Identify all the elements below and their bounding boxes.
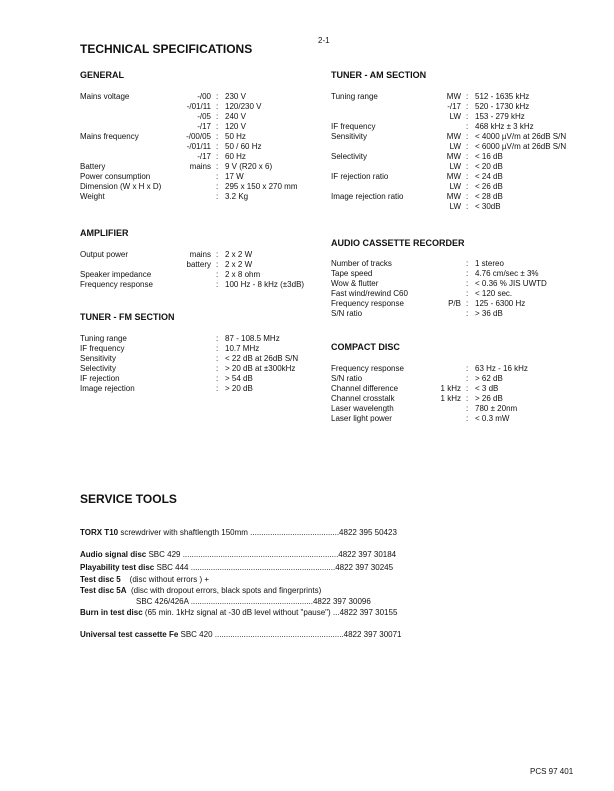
spec-value: 50 Hz bbox=[225, 132, 246, 141]
spec-colon: : bbox=[466, 309, 469, 318]
service-tool-item bbox=[80, 550, 396, 559]
spec-label: Laser wavelength bbox=[331, 404, 394, 413]
spec-value: > 54 dB bbox=[225, 374, 253, 383]
spec-colon: : bbox=[216, 364, 219, 373]
spec-code: P/B bbox=[448, 299, 461, 308]
spec-value: 512 - 1635 kHz bbox=[475, 92, 530, 101]
spec-label: Frequency response bbox=[331, 299, 404, 308]
spec-code: MW bbox=[446, 132, 461, 141]
spec-label: Output power bbox=[80, 250, 129, 259]
spec-value: < 6000 µV/m at 26dB S/N bbox=[475, 142, 567, 151]
spec-value: 520 - 1730 kHz bbox=[475, 102, 530, 111]
spec-code: LW bbox=[449, 142, 461, 151]
spec-colon: : bbox=[466, 404, 469, 413]
service-tool-name: Universal test cassette Fe bbox=[80, 630, 179, 639]
spec-value: 2 x 2 W bbox=[225, 250, 253, 259]
spec-colon: : bbox=[216, 142, 219, 151]
spec-label: S/N ratio bbox=[331, 309, 363, 318]
spec-label: Selectivity bbox=[80, 364, 117, 373]
spec-colon: : bbox=[216, 132, 219, 141]
spec-value: 3.2 Kg bbox=[225, 192, 249, 201]
spec-colon: : bbox=[216, 172, 219, 181]
spec-code: LW bbox=[449, 182, 461, 191]
spec-colon: : bbox=[466, 394, 469, 403]
spec-label: Power consumption bbox=[80, 172, 151, 181]
service-tool-name: Test disc 5A bbox=[80, 586, 127, 595]
spec-label: Channel crosstalk bbox=[331, 394, 395, 403]
spec-label: Tuning range bbox=[331, 92, 378, 101]
service-tool-detail: SBC 426/426A .......................................................4822 397 30096 bbox=[136, 597, 371, 606]
spec-value: < 20 dB bbox=[475, 162, 503, 171]
spec-colon: : bbox=[466, 122, 469, 131]
spec-colon: : bbox=[466, 259, 469, 268]
spec-code: MW bbox=[446, 92, 461, 101]
spec-colon: : bbox=[216, 280, 219, 289]
service-tool-item bbox=[136, 597, 371, 606]
spec-value: < 0.36 % JIS UWTD bbox=[475, 279, 547, 288]
section-heading-general: GENERAL bbox=[80, 70, 125, 80]
spec-value: 100 Hz - 8 kHz (±3dB) bbox=[225, 280, 305, 289]
spec-colon: : bbox=[466, 182, 469, 191]
service-tool-item bbox=[80, 563, 393, 572]
service-tool-detail: SBC 429 ......................................................................4822 397 30184 bbox=[146, 550, 397, 559]
service-tool-item bbox=[80, 575, 209, 584]
spec-code: mains bbox=[189, 162, 211, 171]
service-tool-detail: (65 min. 1kHz signal at -30 dB level without "pause") ...4822 397 30155 bbox=[142, 608, 398, 617]
spec-colon: : bbox=[216, 152, 219, 161]
spec-code: MW bbox=[446, 172, 461, 181]
spec-label: Mains voltage bbox=[80, 92, 130, 101]
spec-value: 240 V bbox=[225, 112, 246, 121]
spec-colon: : bbox=[216, 334, 219, 343]
spec-colon: : bbox=[466, 92, 469, 101]
spec-label: Laser light power bbox=[331, 414, 392, 423]
spec-value: > 20 dB at ±300kHz bbox=[225, 364, 296, 373]
spec-value: 1 stereo bbox=[475, 259, 504, 268]
document-code: PCS 97 401 bbox=[530, 767, 574, 776]
spec-code: MW bbox=[446, 152, 461, 161]
spec-label: IF rejection bbox=[80, 374, 120, 383]
spec-label: Dimension (W x H x D) bbox=[80, 182, 162, 191]
spec-label: Mains frequency bbox=[80, 132, 139, 141]
spec-colon: : bbox=[466, 384, 469, 393]
spec-value: < 30dB bbox=[475, 202, 501, 211]
spec-code: -/17 bbox=[197, 122, 211, 131]
spec-colon: : bbox=[216, 260, 219, 269]
service-tool-detail: (disc with dropout errors, black spots and fingerprints) bbox=[126, 586, 322, 595]
spec-value: 468 kHz ± 3 kHz bbox=[475, 122, 534, 131]
spec-label: Speaker impedance bbox=[80, 270, 152, 279]
service-tool-name: Playability test disc bbox=[80, 563, 155, 572]
spec-colon: : bbox=[466, 172, 469, 181]
spec-label: Image rejection ratio bbox=[331, 192, 404, 201]
spec-label: Sensitivity bbox=[80, 354, 117, 363]
spec-code: 1 kHz bbox=[440, 384, 461, 393]
spec-value: < 22 dB at 26dB S/N bbox=[225, 354, 299, 363]
spec-value: 120 V bbox=[225, 122, 246, 131]
spec-colon: : bbox=[466, 192, 469, 201]
spec-colon: : bbox=[216, 270, 219, 279]
spec-label: Number of tracks bbox=[331, 259, 392, 268]
service-tools-heading: SERVICE TOOLS bbox=[80, 492, 177, 506]
spec-colon: : bbox=[466, 132, 469, 141]
spec-value: 230 V bbox=[225, 92, 246, 101]
service-tool-detail: screwdriver with shaftlength 150mm ........................................4822 395 50423 bbox=[118, 528, 397, 537]
page-number: 2-1 bbox=[318, 36, 330, 45]
spec-colon: : bbox=[466, 102, 469, 111]
spec-value: 63 Hz - 16 kHz bbox=[475, 364, 528, 373]
section-heading-compact-disc: COMPACT DISC bbox=[331, 342, 400, 352]
spec-label: Frequency response bbox=[331, 364, 404, 373]
spec-value: 87 - 108.5 MHz bbox=[225, 334, 280, 343]
spec-colon: : bbox=[216, 92, 219, 101]
service-tool-item bbox=[80, 630, 402, 639]
spec-colon: : bbox=[466, 289, 469, 298]
spec-colon: : bbox=[466, 162, 469, 171]
service-tool-detail: SBC 444 .................................................................4822 397 30245 bbox=[154, 563, 394, 572]
spec-value: < 28 dB bbox=[475, 192, 503, 201]
spec-label: Channel difference bbox=[331, 384, 399, 393]
spec-code: LW bbox=[449, 112, 461, 121]
spec-colon: : bbox=[466, 142, 469, 151]
spec-label: IF frequency bbox=[331, 122, 376, 131]
spec-value: 60 Hz bbox=[225, 152, 246, 161]
spec-colon: : bbox=[216, 192, 219, 201]
spec-colon: : bbox=[216, 250, 219, 259]
spec-code: -/17 bbox=[447, 102, 461, 111]
spec-colon: : bbox=[216, 112, 219, 121]
spec-colon: : bbox=[466, 374, 469, 383]
spec-value: 125 - 6300 Hz bbox=[475, 299, 526, 308]
spec-value: < 4000 µV/m at 26dB S/N bbox=[475, 132, 567, 141]
spec-code: -/00 bbox=[197, 92, 211, 101]
spec-value: 4.76 cm/sec ± 3% bbox=[475, 269, 539, 278]
spec-value: 120/230 V bbox=[225, 102, 262, 111]
spec-value: < 120 sec. bbox=[475, 289, 513, 298]
section-heading-tuner-am: TUNER - AM SECTION bbox=[331, 70, 427, 80]
spec-value: 780 ± 20nm bbox=[475, 404, 518, 413]
spec-label: Frequency response bbox=[80, 280, 153, 289]
service-tool-name: Test disc 5 bbox=[80, 575, 121, 584]
spec-label: S/N ratio bbox=[331, 374, 363, 383]
spec-value: 50 / 60 Hz bbox=[225, 142, 262, 151]
spec-colon: : bbox=[466, 112, 469, 121]
spec-label: IF frequency bbox=[80, 344, 125, 353]
spec-label: Wow & flutter bbox=[331, 279, 379, 288]
spec-code: battery bbox=[186, 260, 211, 269]
spec-colon: : bbox=[216, 122, 219, 131]
spec-value: 2 x 2 W bbox=[225, 260, 253, 269]
service-tool-name: TORX T10 bbox=[80, 528, 119, 537]
spec-colon: : bbox=[216, 374, 219, 383]
spec-code: LW bbox=[449, 162, 461, 171]
spec-code: -/17 bbox=[197, 152, 211, 161]
service-tool-name: Audio signal disc bbox=[80, 550, 147, 559]
service-tool-item bbox=[80, 528, 397, 537]
spec-value: > 36 dB bbox=[475, 309, 503, 318]
spec-value: 153 - 279 kHz bbox=[475, 112, 525, 121]
spec-code: mains bbox=[189, 250, 211, 259]
spec-label: Tuning range bbox=[80, 334, 127, 343]
spec-colon: : bbox=[466, 364, 469, 373]
spec-label: Tape speed bbox=[331, 269, 373, 278]
service-tool-item bbox=[80, 586, 321, 595]
spec-code: -/05 bbox=[197, 112, 211, 121]
spec-code: -/01/11 bbox=[186, 102, 211, 111]
spec-value: > 20 dB bbox=[225, 384, 253, 393]
section-heading-amplifier: AMPLIFIER bbox=[80, 228, 129, 238]
spec-colon: : bbox=[216, 384, 219, 393]
spec-colon: : bbox=[216, 162, 219, 171]
spec-value: 2 x 8 ohm bbox=[225, 270, 261, 279]
spec-colon: : bbox=[466, 152, 469, 161]
spec-colon: : bbox=[466, 299, 469, 308]
spec-code: 1 kHz bbox=[440, 394, 461, 403]
spec-value: 295 x 150 x 270 mm bbox=[225, 182, 298, 191]
spec-colon: : bbox=[466, 269, 469, 278]
spec-label: Fast wind/rewind C60 bbox=[331, 289, 408, 298]
section-heading-cassette: AUDIO CASSETTE RECORDER bbox=[331, 238, 465, 248]
spec-value: < 26 dB bbox=[475, 182, 503, 191]
spec-value: 9 V (R20 x 6) bbox=[225, 162, 273, 171]
section-heading-tuner-fm: TUNER - FM SECTION bbox=[80, 312, 175, 322]
spec-value: < 24 dB bbox=[475, 172, 503, 181]
spec-code: MW bbox=[446, 192, 461, 201]
page-title: TECHNICAL SPECIFICATIONS bbox=[80, 42, 253, 56]
service-tool-detail: SBC 420 ..........................................................4822 397 30071 bbox=[178, 630, 402, 639]
spec-label: IF rejection ratio bbox=[331, 172, 389, 181]
service-tool-detail: (disc without errors ) + bbox=[120, 575, 210, 584]
spec-value: > 26 dB bbox=[475, 394, 503, 403]
spec-colon: : bbox=[466, 279, 469, 288]
spec-code: -/00/05 bbox=[186, 132, 211, 141]
spec-code: LW bbox=[449, 202, 461, 211]
spec-value: < 0.3 mW bbox=[475, 414, 510, 423]
spec-colon: : bbox=[216, 354, 219, 363]
spec-value: 17 W bbox=[225, 172, 244, 181]
spec-colon: : bbox=[466, 202, 469, 211]
spec-label: Selectivity bbox=[331, 152, 368, 161]
service-tool-name: Burn in test disc bbox=[80, 608, 143, 617]
spec-value: < 3 dB bbox=[475, 384, 499, 393]
spec-label: Battery bbox=[80, 162, 106, 171]
spec-colon: : bbox=[216, 102, 219, 111]
spec-label: Weight bbox=[80, 192, 105, 201]
service-tool-item bbox=[80, 608, 397, 617]
spec-colon: : bbox=[216, 182, 219, 191]
spec-colon: : bbox=[216, 344, 219, 353]
spec-colon: : bbox=[466, 414, 469, 423]
spec-code: -/01/11 bbox=[186, 142, 211, 151]
spec-label: Image rejection bbox=[80, 384, 135, 393]
spec-value: > 62 dB bbox=[475, 374, 503, 383]
spec-label: Sensitivity bbox=[331, 132, 368, 141]
spec-value: 10.7 MHz bbox=[225, 344, 260, 353]
spec-value: < 16 dB bbox=[475, 152, 503, 161]
